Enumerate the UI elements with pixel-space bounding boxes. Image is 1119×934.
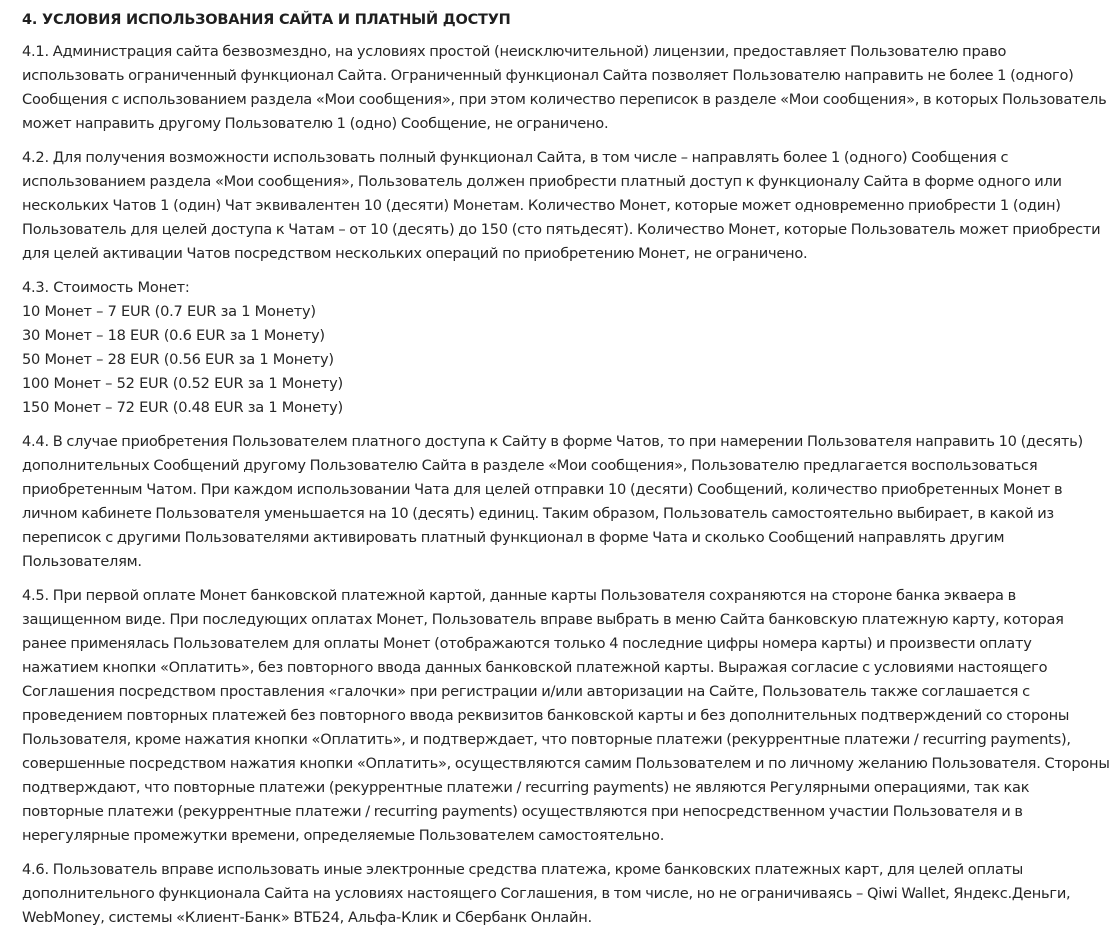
price-item: 10 Монет – 7 EUR (0.7 EUR за 1 Монету) [22, 303, 316, 320]
price-item: 50 Монет – 28 EUR (0.56 EUR за 1 Монету) [22, 351, 334, 368]
price-item: 30 Монет – 18 EUR (0.6 EUR за 1 Монету) [22, 327, 325, 344]
clause-4-2: 4.2. Для получения возможности использовать полный функционал Сайта, в том числе – направлять более 1 (одного) Сообщения с использованием раздела «Мои сообщения», Пользователь должен приобрести платный доступ к функционалу Сайта в форме одного или нескольких Чатов 1 (один) Чат эквивалентен 10 (десяти) Монетам. Количество Монет, которые может одновременно приобрести 1 (один) Пользователь для целей доступа к Чатам – от 10 (десять) до 150 (сто пятьдесят). Количество Монет, которые Пользователь может приобрести для целей активации Чатов посредством нескольких операций по приобретению Монет, не ограничено. [22, 149, 1101, 262]
section-title: 4. УСЛОВИЯ ИСПОЛЬЗОВАНИЯ САЙТА И ПЛАТНЫЙ ДОСТУП [22, 12, 511, 28]
price-item: 100 Монет – 52 EUR (0.52 EUR за 1 Монету) [22, 375, 343, 392]
clause-4-5: 4.5. При первой оплате Монет банковской платежной картой, данные карты Пользователя сохраняются на стороне банка экваера в защищенном виде. При последующих оплатах Монет, Пользователь вправе выбрать в меню Сайта банковскую платежную карту, которая ранее применялась Пользователем для оплаты Монет (отображаются только 4 последние цифры номера карты) и произвести оплату нажатием кнопки «Оплатить», без повторного ввода данных банковской платежной карты. Выражая согласие с условиями настоящего Соглашения посредством проставления «галочки» при регистрации и/или авторизации на Сайте, Пользователь также соглашается с проведением повторных платежей без повторного ввода реквизитов банковской карты и без дополнительных подтверждений со стороны Пользователя, кроме нажатия кнопки «Оплатить», и подтверждает, что повторные платежи (рекуррентные платежи / recurring payments), совершенные посредством нажатия кнопки «Оплатить», осуществляются самим Пользователем и по личному желанию Пользователя. Стороны подтверждают, что повторные платежи (рекуррентные платежи / recurring payments) не являются Регулярными операциями, так как повторные платежи (рекуррентные платежи / recurring payments) осуществляются при непосредственном участии Пользователя и в нерегулярные промежутки времени, определяемые Пользователем самостоятельно. [22, 587, 1110, 844]
clause-4-1: 4.1. Администрация сайта безвозмездно, на условиях простой (неисключительной) лицензии, предоставляет Пользователю право использовать ограниченный функционал Сайта. Ограниченный функционал Сайта позволяет Пользователю направить не более 1 (одного) Сообщения с использованием раздела «Мои сообщения», при этом количество переписок в разделе «Мои сообщения», в которых Пользователь может направить другому Пользователю 1 (одно) Сообщение, не ограничено. [22, 43, 1107, 132]
clause-4-3 [22, 276, 1112, 420]
price-list-intro: 4.3. Стоимость Монет: [22, 279, 190, 296]
price-item: 150 Монет – 72 EUR (0.48 EUR за 1 Монету) [22, 399, 343, 416]
clause-4-4: 4.4. В случае приобретения Пользователем платного доступа к Сайту в форме Чатов, то при намерении Пользователя направить 10 (десять) дополнительных Сообщений другому Пользователю Сайта в разделе «Мои сообщения», Пользователю предлагается воспользоваться приобретенным Чатом. При каждом использовании Чата для целей отправки 10 (десяти) Сообщений, количество приобретенных Монет в личном кабинете Пользователя уменьшается на 10 (десять) единиц. Таким образом, Пользователь самостоятельно выбирает, в какой из переписок с другими Пользователями активировать платный функционал в форме Чата и сколько Сообщений направлять другим Пользователям. [22, 433, 1083, 570]
clause-4-6: 4.6. Пользователь вправе использовать иные электронные средства платежа, кроме банковских платежных карт, для целей оплаты дополнительного функционала Сайта на условиях настоящего Соглашения, в том числе, но не ограничиваясь – Qiwi Wallet, Яндекс.Деньги, WebMoney, системы «Клиент-Банк» ВТБ24, Альфа-Клик и Сбербанк Онлайн. [22, 861, 1071, 926]
